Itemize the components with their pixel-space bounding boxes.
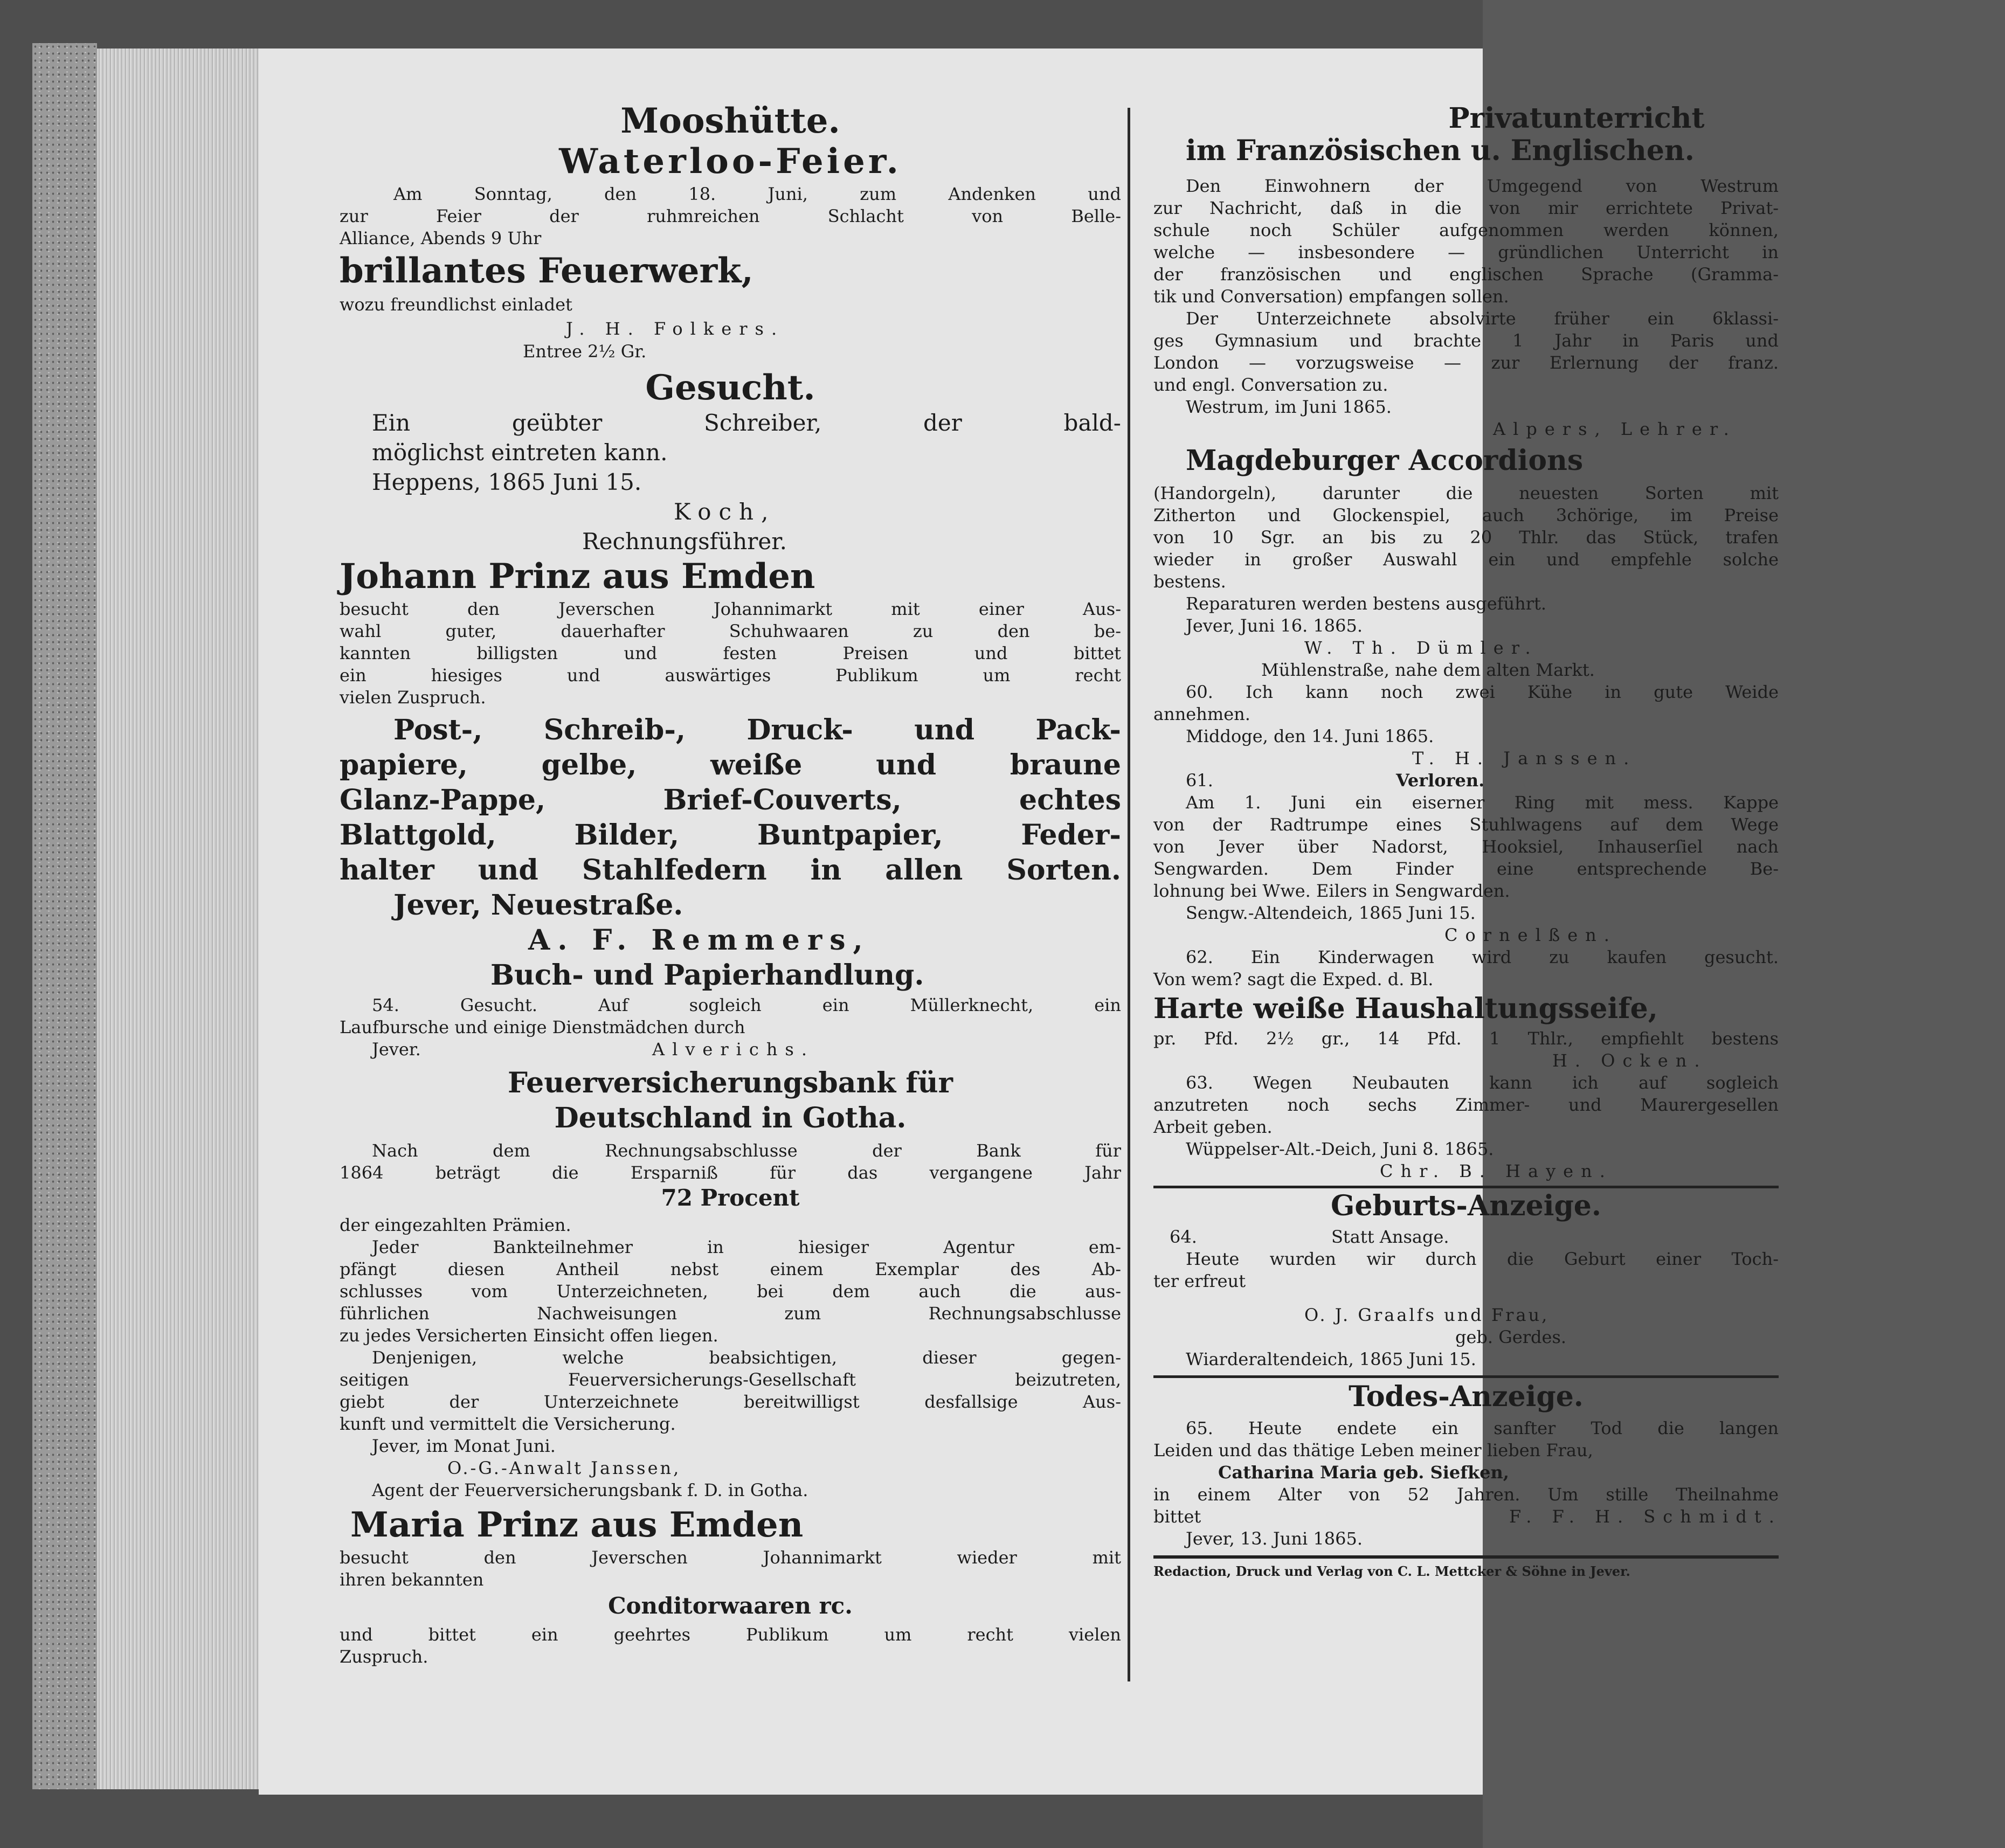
feuer-line-2: 1864 beträgt die Ersparniß für das vergangene Jahr bbox=[340, 1162, 1121, 1183]
n54-line-1: 54. Gesucht. Auf sogleich ein Müllerknecht, ein bbox=[372, 995, 1121, 1015]
feuer-line-11: giebt der Unterzeichnete bereitwilligst desfallsige Aus- bbox=[340, 1392, 1121, 1412]
n54-place: Jever. bbox=[372, 1039, 421, 1060]
n61-line-4: Sengwarden. Dem Finder eine entsprechende Be- bbox=[1153, 859, 1779, 879]
seife-line-1: pr. Pfd. 2½ gr., 14 Pfd. 1 Thlr., empfiehlt bestens bbox=[1153, 1028, 1779, 1049]
magd-address: Mühlenstraße, nahe dem alten Markt. bbox=[1261, 660, 1595, 680]
n61-line-5: lohnung bei Wwe. Eilers in Sengwarden. bbox=[1153, 881, 1510, 901]
n61-heading: Verloren. bbox=[1396, 770, 1485, 791]
n62-line-2: Von wem? sagt die Exped. d. Bl. bbox=[1153, 969, 1434, 989]
section-rule-2 bbox=[1153, 1375, 1779, 1378]
maria-line-3: und bittet ein geehrtes Publikum um recht vielen bbox=[340, 1624, 1121, 1645]
maria-title: Maria Prinz aus Emden bbox=[350, 1505, 804, 1545]
tod-title: Todes-Anzeige. bbox=[1349, 1380, 1584, 1413]
priv-line-9: London — vorzugsweise — zur Erlernung der franz. bbox=[1153, 352, 1779, 373]
feuer-title-1: Feuerversicherungsbank für bbox=[508, 1067, 953, 1099]
n62-line-1: 62. Ein Kinderwagen wird zu kaufen gesucht. bbox=[1186, 947, 1779, 967]
magd-line-7: Jever, Juni 16. 1865. bbox=[1186, 615, 1363, 636]
priv-line-4: welche — insbesondere — gründlichen Unterricht in bbox=[1153, 242, 1779, 262]
moos-line-2: zur Feier der ruhmreichen Schlacht von Belle- bbox=[340, 206, 1121, 226]
priv-line-2: zur Nachricht, daß in die von mir errichtete Privat- bbox=[1153, 198, 1779, 218]
buch-line: Buch- und Papierhandlung. bbox=[490, 959, 924, 992]
magd-signature: W. Th. Dümler. bbox=[1304, 638, 1538, 658]
feuer-title-2: Deutschland in Gotha. bbox=[554, 1102, 907, 1134]
magd-title: Magdeburger Accordions bbox=[1186, 444, 1584, 477]
n64-signature-2: geb. Gerdes. bbox=[1455, 1327, 1567, 1347]
priv-title-2: im Französischen u. Englischen. bbox=[1186, 134, 1695, 167]
n65-line-1: 65. Heute endete ein sanfter Tod die langen bbox=[1186, 1418, 1779, 1438]
waterloo-title: Waterloo-Feier. bbox=[559, 141, 902, 182]
gesucht-line-2: möglichst eintreten kann. bbox=[372, 439, 668, 466]
section-rule bbox=[1153, 1186, 1779, 1188]
prinz-line-5: vielen Zuspruch. bbox=[340, 687, 486, 708]
magd-line-4: wieder in großer Auswahl ein und empfehle solche bbox=[1153, 549, 1779, 570]
n61-number: 61. bbox=[1186, 770, 1213, 791]
rechnungsfuehrer-line: Rechnungsführer. bbox=[582, 528, 787, 555]
book-cover-edge bbox=[32, 43, 97, 1789]
priv-line-8: ges Gymnasium und brachte 1 Jahr in Paris und bbox=[1153, 330, 1779, 351]
moos-line-1: Am Sonntag, den 18. Juni, zum Andenken und bbox=[393, 184, 1121, 204]
priv-line-10: und engl. Conversation zu. bbox=[1153, 375, 1388, 395]
n64-heading: Statt Ansage. bbox=[1331, 1227, 1449, 1247]
n65-place: Jever, 13. Juni 1865. bbox=[1186, 1528, 1363, 1549]
post-line-4: Blattgold, Bilder, Buntpapier, Feder- bbox=[340, 819, 1121, 852]
n63-line-1: 63. Wegen Neubauten kann ich auf sogleich bbox=[1186, 1072, 1779, 1093]
imprint: Redaction, Druck und Verlag von C. L. Mettcker & Söhne in Jever. bbox=[1153, 1563, 1630, 1579]
feuer-line-3: der eingezahlten Prämien. bbox=[340, 1215, 571, 1235]
prinz-title: Johann Prinz aus Emden bbox=[340, 556, 815, 597]
maria-conditorwaaren: Conditorwaaren rc. bbox=[608, 1593, 853, 1619]
n61-line-6: Sengw.-Altendeich, 1865 Juni 15. bbox=[1186, 903, 1476, 923]
moos-line-3: Alliance, Abends 9 Uhr bbox=[340, 228, 542, 248]
n65-line-2: Leiden und das thätige Leben meiner lieben Frau, bbox=[1153, 1440, 1593, 1461]
priv-signature: Alpers, Lehrer. bbox=[1493, 419, 1737, 439]
newspaper-page bbox=[259, 49, 1782, 1795]
column-divider bbox=[1128, 108, 1130, 1681]
maria-line-2: ihren bekannten bbox=[340, 1569, 484, 1590]
maria-line-4: Zuspruch. bbox=[340, 1646, 428, 1667]
folkers-signature: J. H. Folkers. bbox=[566, 319, 785, 339]
feuer-line-1: Nach dem Rechnungsabschlusse der Bank für bbox=[372, 1140, 1121, 1161]
gesucht-line-1: Ein geübter Schreiber, der bald- bbox=[372, 410, 1121, 436]
priv-line-11: Westrum, im Juni 1865. bbox=[1186, 397, 1392, 417]
priv-line-7: Der Unterzeichnete absolvirte früher ein 6klassi- bbox=[1186, 308, 1779, 329]
n60-signature: T. H. Janssen. bbox=[1412, 748, 1637, 769]
moos-title: Mooshütte. bbox=[620, 101, 840, 141]
post-line-5: halter und Stahlfedern in allen Sorten. bbox=[340, 854, 1121, 887]
feuer-line-6: schlusses vom Unterzeichneten, bei dem auch die aus- bbox=[340, 1281, 1121, 1302]
magd-line-2: Zitherton und Glockenspiel, auch 3chörige, im Preise bbox=[1153, 505, 1779, 525]
maria-line-1: besucht den Jeverschen Johannimarkt wieder mit bbox=[340, 1547, 1121, 1568]
feuerwerk-heading: brillantes Feuerwerk, bbox=[340, 251, 753, 291]
einladet-line: wozu freundlichst einladet bbox=[340, 294, 572, 315]
seife-title: Harte weiße Haushaltungsseife, bbox=[1153, 992, 1658, 1025]
n64-place: Wiarderaltendeich, 1865 Juni 15. bbox=[1186, 1349, 1476, 1369]
n65-line-3: in einem Alter von 52 Jahren. Um stille Theilnahme bbox=[1153, 1484, 1779, 1505]
feuer-line-4: Jeder Bankteilnehmer in hiesiger Agentur em- bbox=[372, 1237, 1121, 1257]
n64-number: 64. bbox=[1170, 1227, 1197, 1247]
feuer-line-12: kunft und vermittelt die Versicherung. bbox=[340, 1414, 676, 1434]
feuer-agent-line: Agent der Feuerversicherungsbank f. D. in Gotha. bbox=[372, 1480, 808, 1500]
prinz-line-1: besucht den Jeverschen Johannimarkt mit einer Aus- bbox=[340, 599, 1121, 619]
prinz-line-2: wahl guter, dauerhafter Schuhwaaren zu den be- bbox=[340, 621, 1121, 641]
n63-line-3: Arbeit geben. bbox=[1153, 1117, 1273, 1137]
feuer-line-5: pfängt diesen Antheil nebst einem Exemplar des Ab- bbox=[340, 1259, 1121, 1279]
priv-line-5: der französischen und englischen Sprache (Gramma- bbox=[1153, 264, 1779, 285]
n60-line-3: Middoge, den 14. Juni 1865. bbox=[1186, 726, 1434, 746]
prinz-line-4: ein hiesiges und auswärtiges Publikum um recht bbox=[340, 665, 1121, 686]
n63-line-2: anzutreten noch sechs Zimmer- und Maurergesellen bbox=[1153, 1095, 1779, 1115]
magd-line-3: von 10 Sgr. an bis zu 20 Thlr. das Stück, trafen bbox=[1153, 527, 1779, 548]
feuer-procent: 72 Procent bbox=[661, 1185, 800, 1211]
n65-line-4a: bittet bbox=[1153, 1506, 1201, 1527]
n54-line-2: Laufbursche und einige Dienstmädchen durch bbox=[340, 1017, 745, 1037]
gesucht-title: Gesucht. bbox=[645, 368, 815, 408]
n54-signature: Alverichs. bbox=[652, 1039, 815, 1060]
post-line-1: Post-, Schreib-, Druck- und Pack- bbox=[393, 714, 1121, 746]
n63-line-4: Wüppelser-Alt.-Deich, Juni 8. 1865. bbox=[1186, 1139, 1494, 1159]
n61-line-1: Am 1. Juni ein eiserner Ring mit mess. Kappe bbox=[1186, 792, 1779, 813]
n61-line-2: von der Radtrumpe eines Stuhlwagens auf dem Wege bbox=[1153, 814, 1779, 835]
priv-title-1: Privatunterricht bbox=[1448, 102, 1705, 135]
prinz-line-3: kannten billigsten und festen Preisen und bittet bbox=[340, 643, 1121, 663]
koch-signature: Koch, bbox=[674, 499, 776, 525]
n64-line-1: Heute wurden wir durch die Geburt einer Toch- bbox=[1186, 1249, 1779, 1269]
n65-signature: F. F. H. Schmidt. bbox=[1509, 1506, 1782, 1527]
n64-signature-1: O. J. Graalfs und Frau, bbox=[1304, 1305, 1550, 1325]
post-line-6: Jever, Neuestraße. bbox=[393, 889, 683, 922]
n61-line-3: von Jever über Nadorst, Hooksiel, Inhauserſiel nach bbox=[1153, 836, 1779, 857]
n65-name: Catharina Maria geb. Siefken, bbox=[1218, 1462, 1509, 1483]
priv-line-3: schule noch Schüler aufgenommen werden können, bbox=[1153, 220, 1779, 240]
feuer-line-7: führlichen Nachweisungen zum Rechnungsabschlusse bbox=[340, 1303, 1121, 1324]
geburt-title: Geburts-Anzeige. bbox=[1331, 1189, 1601, 1222]
magd-line-1: (Handorgeln), darunter die neuesten Sorten mit bbox=[1153, 483, 1779, 503]
priv-line-6: tik und Conversation) empfangen sollen. bbox=[1153, 286, 1509, 307]
magd-line-5: bestens. bbox=[1153, 571, 1226, 592]
feuer-line-9: Denjenigen, welche beabsichtigen, dieser gegen- bbox=[372, 1347, 1121, 1368]
feuer-line-13: Jever, im Monat Juni. bbox=[372, 1436, 556, 1456]
n64-line-2: ter erfreut bbox=[1153, 1271, 1246, 1291]
n61-signature: Cornelßen. bbox=[1444, 925, 1617, 945]
n60-line-2: annehmen. bbox=[1153, 704, 1250, 724]
remmers-signature: A. F. Remmers, bbox=[528, 924, 870, 957]
feuer-line-8: zu jedes Versicherten Einsicht offen liegen. bbox=[340, 1325, 718, 1346]
entree-line: Entree 2½ Gr. bbox=[523, 341, 647, 362]
post-line-3: Glanz-Pappe, Brief-Couverts, echtes bbox=[340, 784, 1121, 816]
page-stack-edge bbox=[97, 49, 259, 1789]
magd-line-6: Reparaturen werden bestens ausgeführt. bbox=[1186, 593, 1547, 614]
feuer-line-10: seitigen Feuerversicherungs-Gesellschaft beizutreten, bbox=[340, 1369, 1121, 1390]
n63-signature: Chr. B. Hayen. bbox=[1380, 1161, 1613, 1181]
seife-signature: H. Ocken. bbox=[1552, 1050, 1707, 1071]
gesucht-line-3: Heppens, 1865 Juni 15. bbox=[372, 469, 642, 495]
imprint-rule bbox=[1153, 1555, 1779, 1559]
feuer-signature: O.-G.-Anwalt Janssen, bbox=[447, 1458, 681, 1478]
post-line-2: papiere, gelbe, weiße und braune bbox=[340, 749, 1121, 781]
n60-line-1: 60. Ich kann noch zwei Kühe in gute Weide bbox=[1186, 682, 1779, 702]
priv-line-1: Den Einwohnern der Umgegend von Westrum bbox=[1186, 176, 1779, 196]
